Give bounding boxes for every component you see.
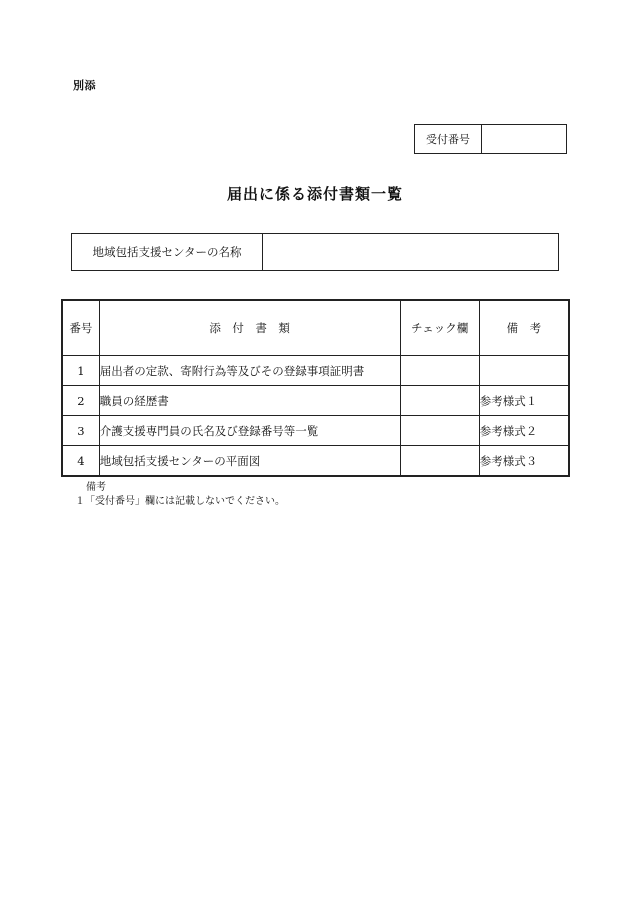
header-number: 番号 [62,300,99,356]
attachment-documents-table [61,299,570,477]
row-remark: 参考様式３ [479,446,569,477]
row-number: 4 [62,446,99,477]
row-document: 地域包括支援センターの平面図 [99,446,400,477]
receipt-number-label: 受付番号 [415,125,482,153]
attachment-label: 別添 [73,79,96,92]
receipt-number-box [414,124,567,154]
center-name-box [71,233,559,271]
center-name-label: 地域包括支援センターの名称 [72,234,263,270]
table-row [62,386,569,416]
header-check: チェック欄 [400,300,479,356]
row-number: 1 [62,356,99,386]
row-document: 介護支援専門員の氏名及び登録番号等一覧 [99,416,400,446]
row-check-cell[interactable] [400,386,479,416]
table-row [62,446,569,477]
note-item: １「受付番号」欄には記載しないでください。 [75,496,285,507]
receipt-number-field[interactable] [482,125,566,153]
table-row [62,356,569,386]
row-check-cell[interactable] [400,356,479,386]
row-number: 2 [62,386,99,416]
header-remarks: 備 考 [479,300,569,356]
header-document: 添 付 書 類 [99,300,400,356]
table-header-row [62,300,569,356]
page-title: 届出に係る添付書類一覧 [226,185,403,203]
row-number: 3 [62,416,99,446]
notes-title: 備考 [86,482,106,493]
row-remark: 参考様式２ [479,416,569,446]
row-remark [479,356,569,386]
row-document: 職員の経歴書 [99,386,400,416]
row-document: 届出者の定款、寄附行為等及びその登録事項証明書 [99,356,400,386]
table-row [62,416,569,446]
row-remark: 参考様式１ [479,386,569,416]
center-name-field[interactable] [263,234,558,270]
row-check-cell[interactable] [400,446,479,477]
row-check-cell[interactable] [400,416,479,446]
